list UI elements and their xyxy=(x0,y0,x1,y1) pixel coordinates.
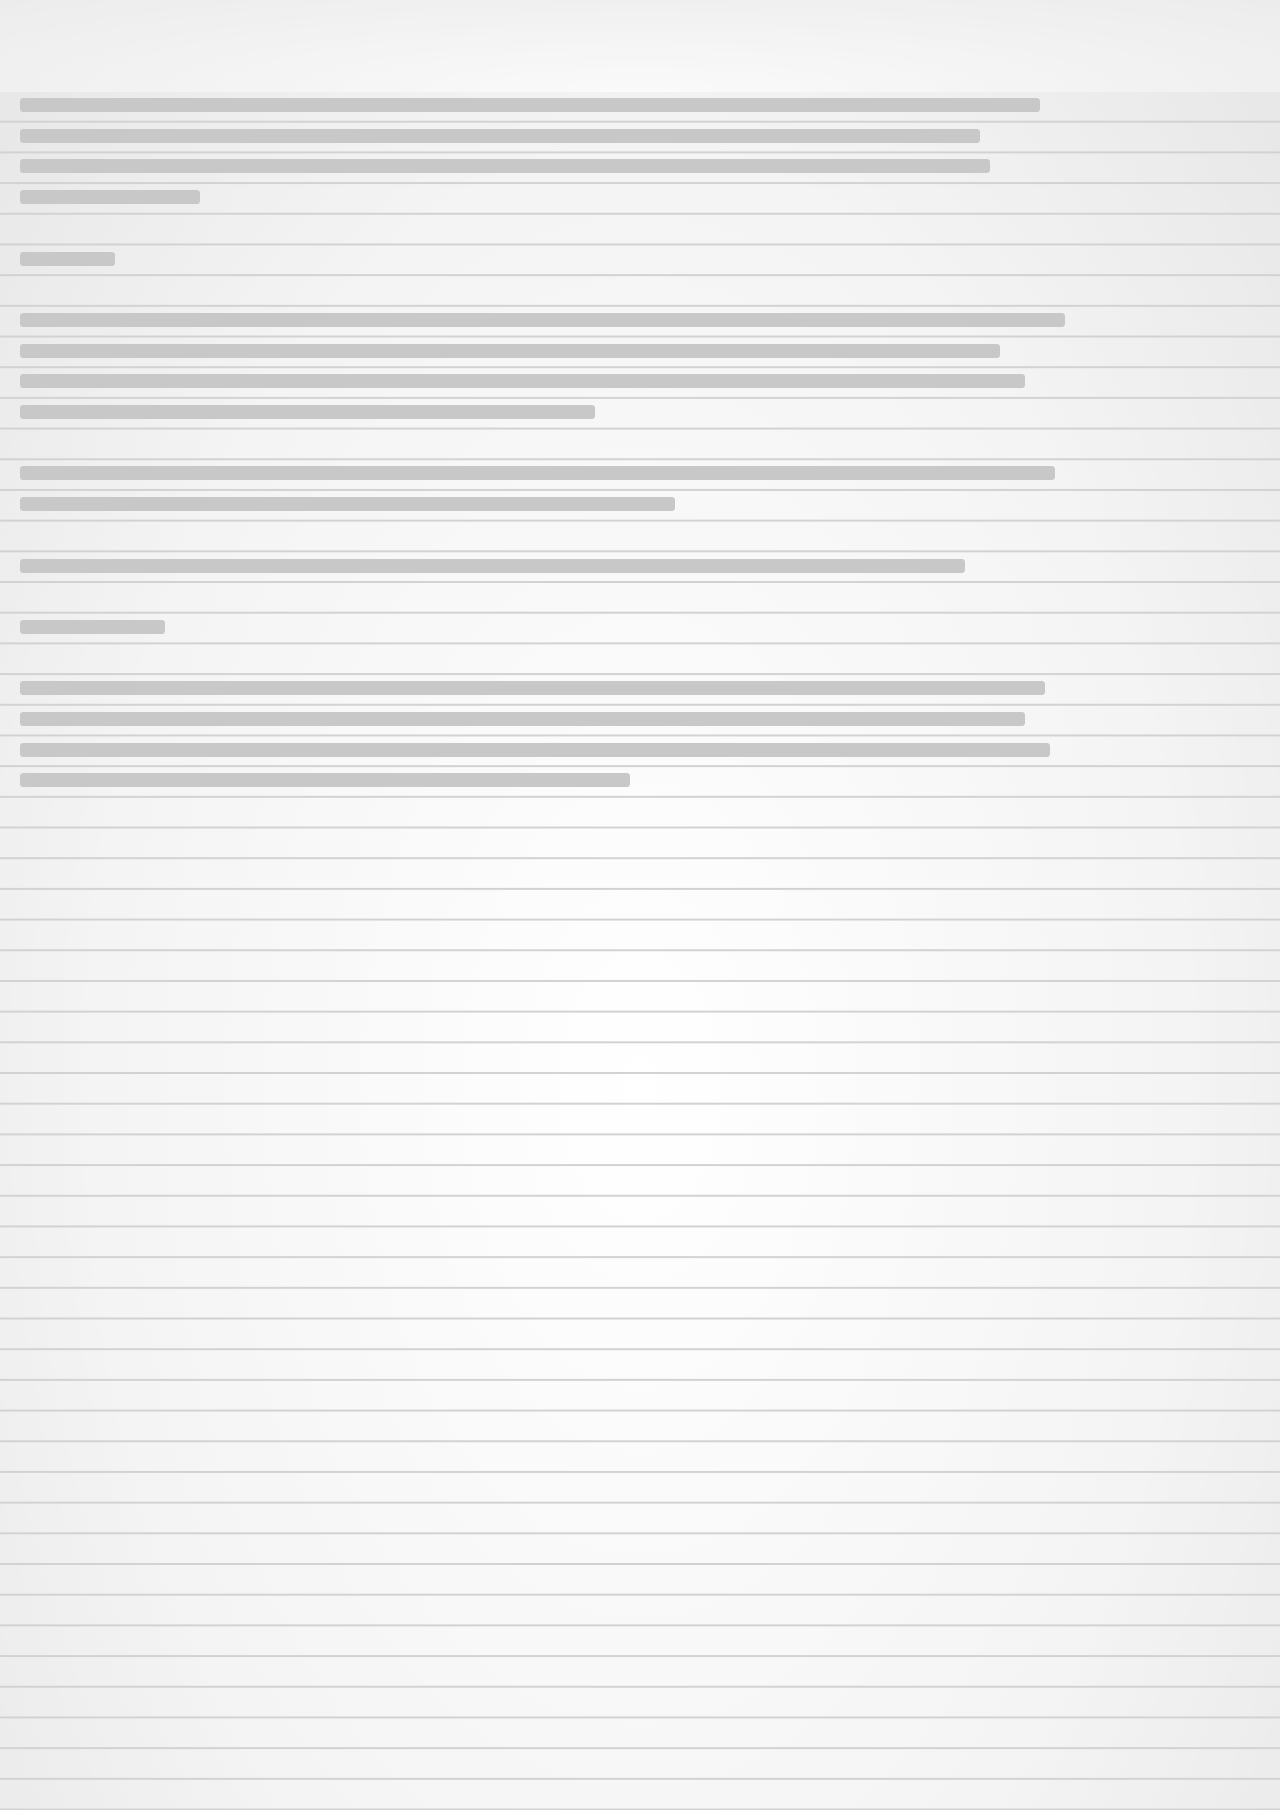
omitted-text-line xyxy=(20,129,980,143)
omitted-text-line xyxy=(20,190,200,204)
omitted-text-line xyxy=(20,159,990,173)
omitted-text-line xyxy=(20,466,1055,480)
omitted-text-line xyxy=(20,252,115,266)
omitted-text-line xyxy=(20,620,165,634)
omitted-text-line xyxy=(20,344,1000,358)
omitted-text-line xyxy=(20,405,595,419)
omitted-text-line xyxy=(20,559,965,573)
omitted-text-line xyxy=(20,98,1040,112)
omitted-text-line xyxy=(20,313,1065,327)
omitted-text-line xyxy=(20,374,1025,388)
omitted-text-line xyxy=(20,773,630,787)
omitted-text-line xyxy=(20,712,1025,726)
omitted-text-line xyxy=(20,681,1045,695)
omitted-text-line xyxy=(20,743,1050,757)
omitted-text-line xyxy=(20,497,675,511)
